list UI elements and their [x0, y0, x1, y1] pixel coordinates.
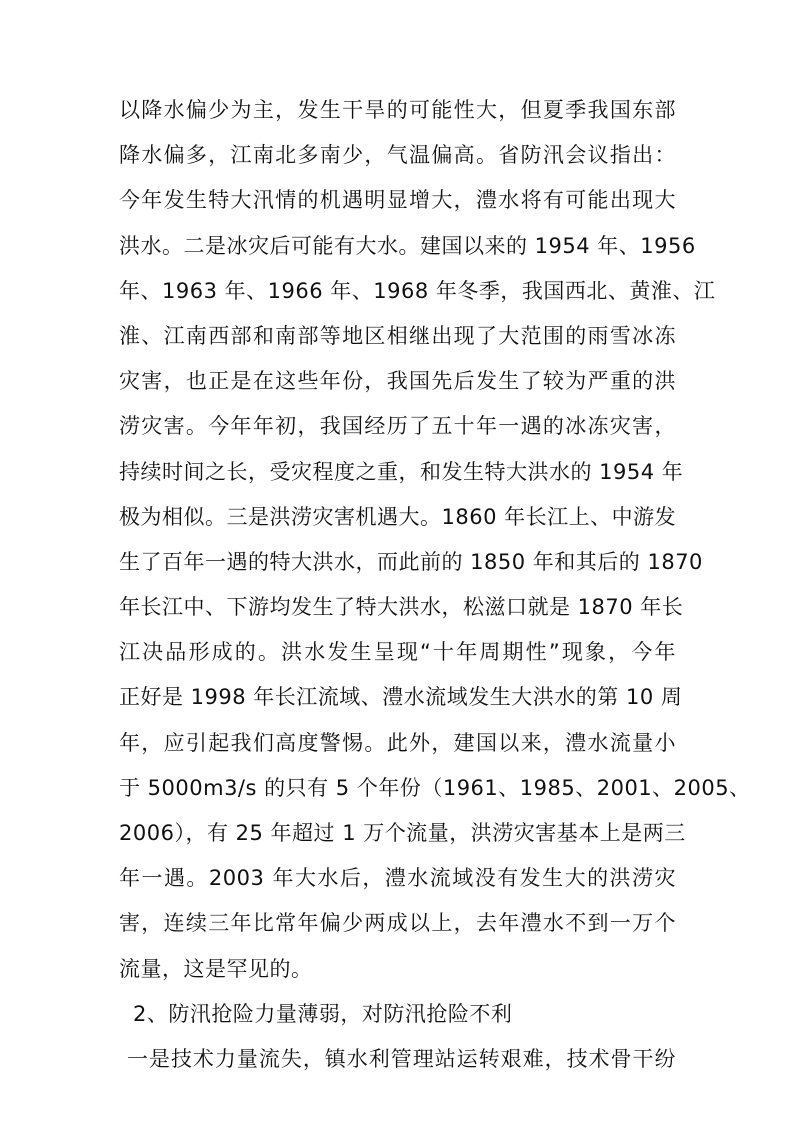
paragraph-line: 今年发生特大汛情的机遇明显增大，澧水将有可能出现大 — [119, 188, 676, 213]
paragraph-line: 年长江中、下游均发生了特大洪水，松滋口就是 1870 年长 — [119, 595, 684, 620]
paragraph-line: 一是技术力量流失，镇水利管理站运转艰难，技术骨干纷 — [127, 1046, 676, 1071]
paragraph-line: 流量，这是罕见的。 — [119, 956, 313, 981]
document-body — [119, 88, 751, 1082]
paragraph-line: 年、1963 年、1966 年、1968 年冬季，我国西北、黄淮、江 — [119, 278, 716, 303]
paragraph-line: 降水偏多，江南北多南少，气温偏高。省防汛会议指出： — [119, 143, 676, 168]
paragraph-line: 江决品形成的。洪水发生呈现“十年周期性”现象，今年 — [119, 640, 676, 665]
paragraph-line: 年一遇。2003 年大水后，澧水流域没有发生大的洪涝灾 — [119, 866, 676, 891]
paragraph-line: 涝灾害。今年年初，我国经历了五十年一遇的冰冻灾害， — [119, 414, 676, 439]
paragraph-line: 淮、江南西部和南部等地区相继出现了大范围的雨雪冰冻 — [119, 323, 676, 348]
section-heading: 2、防汛抢险力量薄弱，对防汛抢险不利 — [133, 1001, 513, 1026]
paragraph-line: 2006），有 25 年超过 1 万个流量，洪涝灾害基本上是两三 — [119, 821, 686, 845]
paragraph-line: 害，连续三年比常年偏少两成以上，去年澧水不到一万个 — [119, 911, 676, 936]
paragraph-line: 洪水。二是冰灾后可能有大水。建国以来的 1954 年、1956 — [119, 233, 696, 258]
paragraph-line: 于 5000m3/s 的只有 5 个年份（1961、1985、2001、2005、 — [119, 775, 751, 800]
paragraph-line: 正好是 1998 年长江流域、澧水流域发生大洪水的第 10 周 — [119, 685, 683, 710]
paragraph-line: 灾害，也正是在这些年份，我国先后发生了较为严重的洪 — [119, 369, 676, 394]
paragraph-line: 以降水偏少为主，发生干旱的可能性大，但夏季我国东部 — [119, 98, 676, 122]
paragraph-line: 生了百年一遇的特大洪水，而此前的 1850 年和其后的 1870 — [119, 549, 703, 574]
paragraph-line: 极为相似。三是洪涝灾害机遇大。1860 年长江上、中游发 — [119, 504, 677, 529]
paragraph-line: 持续时间之长，受灾程度之重，和发生特大洪水的 1954 年 — [119, 459, 684, 484]
paragraph-line: 年，应引起我们高度警惕。此外，建国以来，澧水流量小 — [119, 730, 676, 755]
